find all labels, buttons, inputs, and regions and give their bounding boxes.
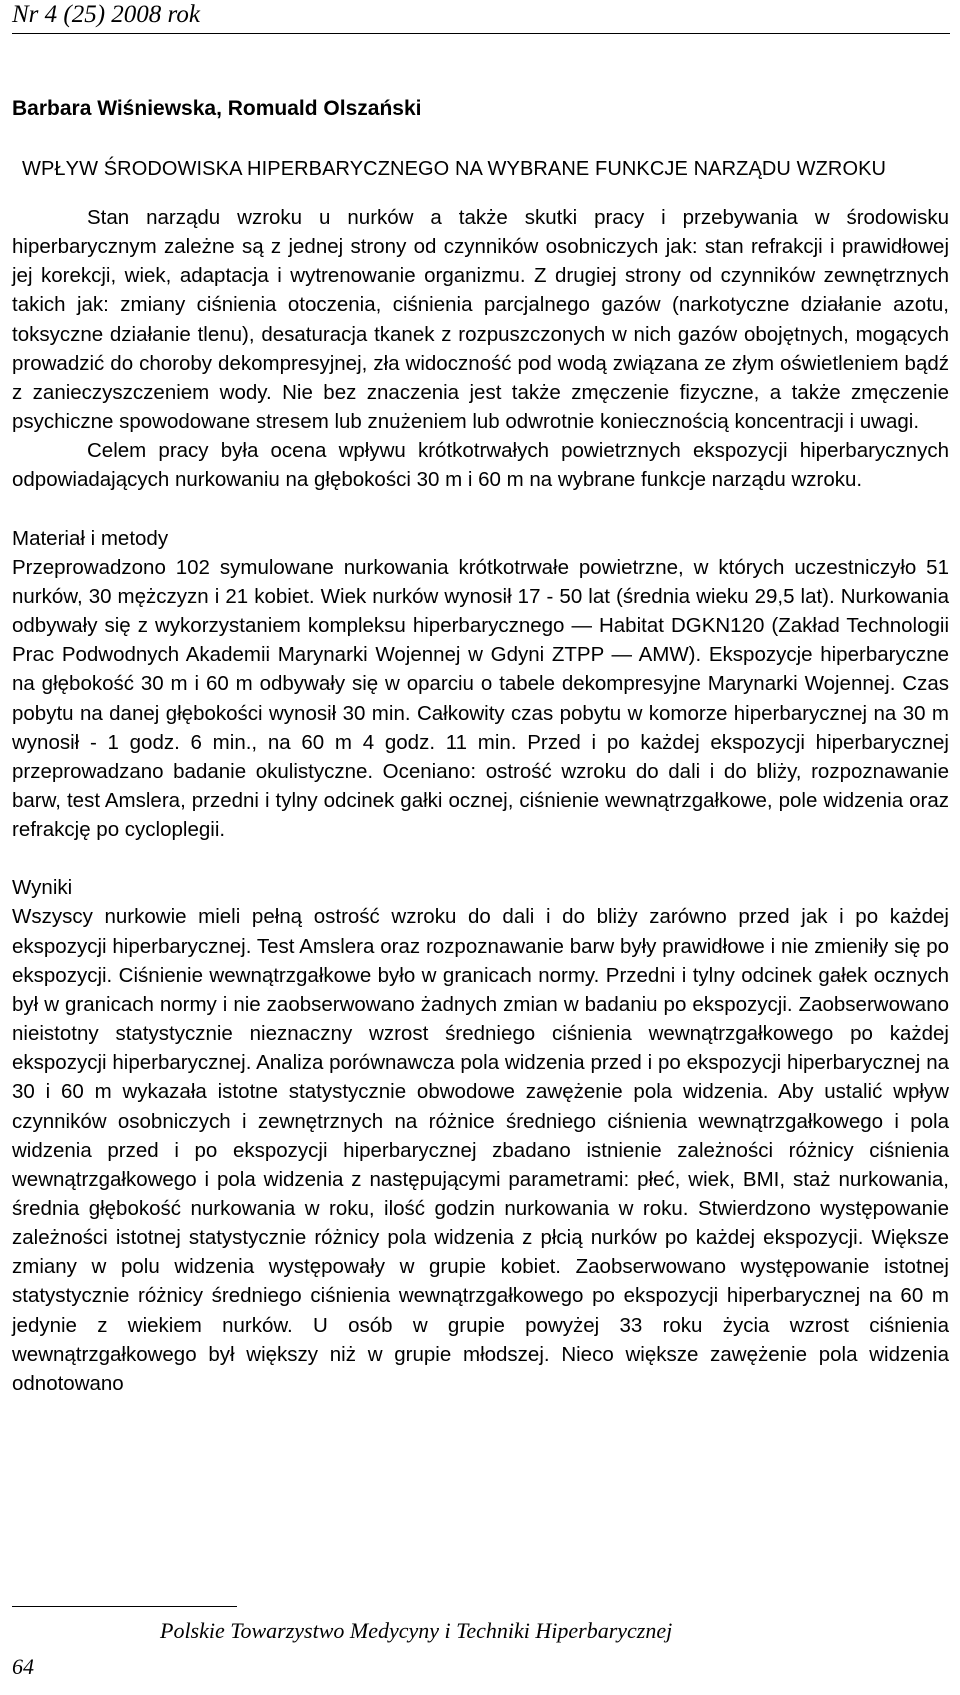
results-heading: Wyniki	[12, 876, 73, 900]
methods-heading: Materiał i metody	[12, 526, 169, 550]
methods-paragraph: Przeprowadzono 102 symulowane nurkowania krótkotrwałe powietrzne, w których uczestniczyło 51 nurków, 30 mężczyzn i 21 kobiet. Wiek nurków wynosił 17 - 50 lat (średnia wieku 29,5 lat). Nurkowania odbywały się z wykorzystaniem kompleksu hiperbarycznego — Habitat DGKN120 (Zakład Technologii Prac Podwodnych Akademii Marynarki Wojennej w Gdyni ZTPP — AMW). Ekspozycje hiperbaryczne na głębokość 30 m i 60 m odbywały się w oparciu o tabele dekompresyjne Marynarki Wojennej. Czas pobytu na danej głębokości wynosił 30 min. Całkowity czas pobytu w komorze hiperbarycznej na 30 m wynosił - 1 godz. 6 min., na 60 m 4 godz. 11 min. Przed i po każdej ekspozycji hiperbarycznej przeprowadzano badanie okulistyczne. Oceniano: ostrość wzroku do dali i do bliży, rozpoznawanie barw, test Amslera, przedni i tylny odcinek gałki ocznej, ciśnienie wewnątrzgałkowe, pole widzenia oraz refrakcję po cycloplegii.	[12, 555, 949, 842]
article-body	[12, 203, 949, 1398]
publisher-footer: Polskie Towarzystwo Medycyny i Techniki Hiperbarycznej	[160, 1618, 673, 1643]
footer-divider	[12, 1606, 237, 1607]
issue-header: Nr 4 (25) 2008 rok	[12, 1, 200, 28]
article-title: WPŁYW ŚRODOWISKA HIPERBARYCZNEGO NA WYBRANE FUNKCJE NARZĄDU WZROKU	[22, 158, 887, 180]
header-divider	[12, 33, 950, 34]
article-authors: Barbara Wiśniewska, Romuald Olszański	[12, 97, 422, 120]
results-paragraph: Wszyscy nurkowie mieli pełną ostrość wzroku do dali i do bliży zarówno przed jak i po każdej ekspozycji hiperbarycznej. Test Amslera oraz rozpoznawanie barw były prawidłowe i nie zmieniły się po ekspozycji. Ciśnienie wewnątrzgałkowe było w granicach normy. Przedni i tylny odcinek gałek ocznych był w granicach normy i nie zaobserwowano żadnych zmian w badaniu po ekspozycji. Zaobserwowano nieistotny statystycznie nieznaczny wzrost średniego ciśnienia wewnątrzgałkowego po każdej ekspozycji hiperbarycznej. Analiza porównawcza pola widzenia przed i po ekspozycji hiperbarycznej na 30 i 60 m wykazała istotne statystycznie obwodowe zawężenie pola widzenia. Aby ustalić wpływ czynników osobniczych i zewnętrznych na różnice średniego ciśnienia wewnątrzgałkowego i pola widzenia przed i po ekspozycji hiperbarycznej zbadano istnienie zależności różnicy ciśnienia wewnątrzgałkowego i pola widzenia z następującymi parametrami: płeć, wiek, BMI, staż nurkowania, średnia głębokość nurkowania w roku, ilość godzin nurkowania w roku. Stwierdzono występowanie zależności istotnej statystycznie różnicy pola widzenia z płcią nurków po każdej ekspozycji. Większe zmiany w polu widzenia występowały w grupie kobiet. Zaobserwowano występowanie istotnej statystycznie różnicy średniego ciśnienia wewnątrzgałkowego po ekspozycji hiperbarycznej na 60 m jedynie z wiekiem nurków. U osób w grupie powyżej 33 roku życia wzrost ciśnienia wewnątrzgałkowego był większy niż w grupie młodszej. Nieco większe zawężenie pola widzenia odnotowano	[12, 905, 949, 1395]
aim-paragraph: Celem pracy była ocena wpływu krótkotrwałych powietrznych ekspozycji hiperbarycznych odpowiadających nurkowaniu na głębokości 30 m i 60 m na wybrane funkcje narządu wzroku.	[12, 439, 949, 492]
page-number: 64	[12, 1654, 34, 1679]
intro-paragraph: Stan narządu wzroku u nurków a także skutki pracy i przebywania w środowisku hiperbarycznym zależne są z jednej strony od czynników osobniczych jak: stan refrakcji i prawidłowej jej korekcji, wiek, adaptacja i wytrenowanie organizmu. Z drugiej strony od czynników zewnętrznych takich jak: zmiany ciśnienia otoczenia, ciśnienia parcjalnego gazów (narkotyczne działanie azotu, toksyczne działanie tlenu), desaturacja tkanek z rozpuszczonych w nich gazów obojętnych, mogących prowadzić do choroby dekompresyjnej, zła widoczność pod wodą związana ze złym oświetleniem bądź z zanieczyszczeniem wody. Nie bez znaczenia jest także zmęczenie fizyczne, a także zmęczenie psychiczne spowodowane stresem lub znużeniem lub odwrotnie koniecznością koncentracji i uwagi.	[12, 206, 949, 434]
